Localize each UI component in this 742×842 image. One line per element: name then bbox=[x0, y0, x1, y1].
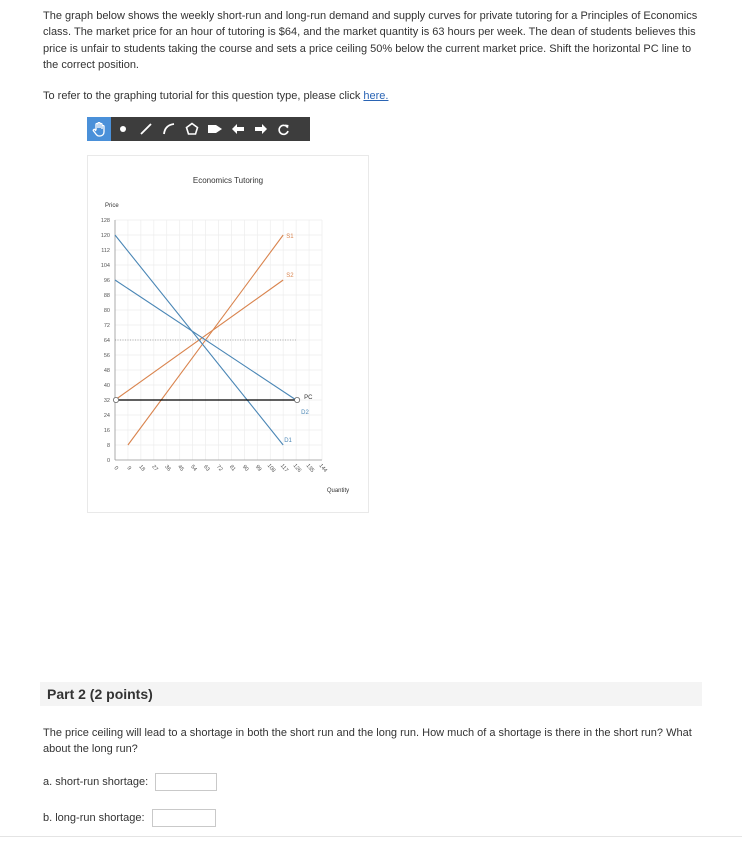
x-tick-label: 36 bbox=[163, 464, 172, 473]
x-tick-label: 54 bbox=[189, 464, 198, 473]
y-tick-label: 104 bbox=[100, 263, 110, 269]
tutorial-link[interactable]: here. bbox=[363, 90, 389, 102]
chart-title: Economics Tutoring bbox=[192, 176, 264, 185]
long-run-answer-row bbox=[43, 809, 216, 827]
x-tick-label: 27 bbox=[150, 464, 159, 473]
part2-header bbox=[40, 682, 702, 706]
polygon-icon bbox=[185, 122, 199, 136]
y-tick-label: 56 bbox=[103, 353, 110, 359]
x-tick-label: 135 bbox=[304, 462, 316, 474]
curve-label-d2: D2 bbox=[301, 410, 309, 416]
y-axis-label: Price bbox=[105, 203, 119, 209]
reset-button[interactable] bbox=[272, 117, 295, 141]
line-tool-button[interactable] bbox=[134, 117, 157, 141]
undo-button[interactable] bbox=[226, 117, 249, 141]
part2-title: Part 2 (2 points) bbox=[47, 686, 153, 702]
y-tick-label: 112 bbox=[101, 248, 110, 254]
y-tick-label: 120 bbox=[100, 233, 110, 239]
x-tick-label: 117 bbox=[278, 463, 290, 474]
long-run-label: b. long-run shortage: bbox=[43, 812, 145, 824]
short-run-shortage-input[interactable] bbox=[155, 773, 217, 791]
graph-toolbar bbox=[87, 117, 310, 141]
x-tick-label: 9 bbox=[125, 465, 132, 472]
part2-question: The price ceiling will lead to a shortage in both the short run and the long run. How much of a shortage is there in the short run? What about the long run? bbox=[43, 727, 692, 755]
hand-tool-button[interactable] bbox=[87, 117, 111, 141]
line-icon bbox=[139, 122, 153, 136]
y-tick-label: 16 bbox=[103, 428, 110, 434]
curve-label-s1: S1 bbox=[286, 234, 294, 240]
point-icon bbox=[118, 124, 128, 134]
y-tick-label: 8 bbox=[106, 443, 110, 449]
tutorial-note bbox=[43, 90, 388, 102]
graph-panel bbox=[87, 155, 369, 513]
x-tick-label: 72 bbox=[214, 464, 224, 473]
pc-label: PC bbox=[304, 395, 313, 401]
x-tick-label: 81 bbox=[227, 464, 237, 473]
bottom-divider bbox=[0, 836, 742, 837]
hand-icon bbox=[92, 122, 106, 137]
y-tick-label: 80 bbox=[103, 308, 110, 314]
y-tick-label: 128 bbox=[100, 218, 110, 224]
x-tick-label: 45 bbox=[176, 464, 185, 473]
curve-label-s2: S2 bbox=[286, 273, 294, 279]
x-tick-label: 18 bbox=[137, 464, 146, 473]
y-tick-label: 48 bbox=[103, 368, 110, 374]
tag-tool-button[interactable] bbox=[203, 117, 226, 141]
y-tick-label: 88 bbox=[103, 293, 110, 299]
y-tick-label: 96 bbox=[103, 278, 110, 284]
y-tick-label: 64 bbox=[103, 338, 110, 344]
y-tick-label: 0 bbox=[106, 458, 110, 464]
y-tick-label: 40 bbox=[103, 383, 110, 389]
x-tick-label: 90 bbox=[240, 464, 250, 473]
tag-icon bbox=[207, 122, 223, 136]
x-axis-label: Quantity bbox=[326, 488, 350, 494]
point-tool-button[interactable] bbox=[111, 117, 134, 141]
x-tick-label: 126 bbox=[291, 462, 303, 474]
short-run-answer-row bbox=[43, 773, 217, 791]
tutorial-prefix: To refer to the graphing tutorial for this question type, please click bbox=[43, 90, 364, 102]
undo-icon bbox=[231, 123, 245, 135]
x-tick-label: 144 bbox=[317, 462, 329, 474]
y-tick-label: 72 bbox=[103, 323, 110, 329]
redo-icon bbox=[254, 123, 268, 135]
reset-icon bbox=[277, 123, 290, 136]
problem-statement: The graph below shows the weekly short-run and long-run demand and supply curves for private tutoring for a Principles of Economics class. The market price for an hour of tutoring is $64, and the market quantity is 63 hours per week. The dean of students believes this price is unfair to students taking the course and sets a price ceiling 50% below the current market price. Shift the horizontal PC line to the correct position. bbox=[43, 10, 698, 71]
y-tick-label: 24 bbox=[103, 413, 110, 419]
short-run-label: a. short-run shortage: bbox=[43, 776, 149, 788]
x-tick-label: 0 bbox=[112, 465, 120, 472]
curve-icon bbox=[162, 122, 176, 136]
curve-tool-button[interactable] bbox=[157, 117, 180, 141]
redo-button[interactable] bbox=[249, 117, 272, 141]
pc-left-handle bbox=[113, 397, 118, 402]
x-tick-label: 99 bbox=[253, 464, 263, 473]
curve-label-d1: D1 bbox=[284, 438, 292, 444]
tutoring-chart[interactable] bbox=[88, 156, 368, 512]
x-tick-label: 63 bbox=[202, 464, 211, 473]
polygon-tool-button[interactable] bbox=[180, 117, 203, 141]
y-tick-label: 32 bbox=[103, 398, 110, 404]
x-tick-label: 108 bbox=[265, 462, 277, 474]
pc-right-handle bbox=[295, 397, 300, 402]
long-run-shortage-input[interactable] bbox=[152, 809, 216, 827]
